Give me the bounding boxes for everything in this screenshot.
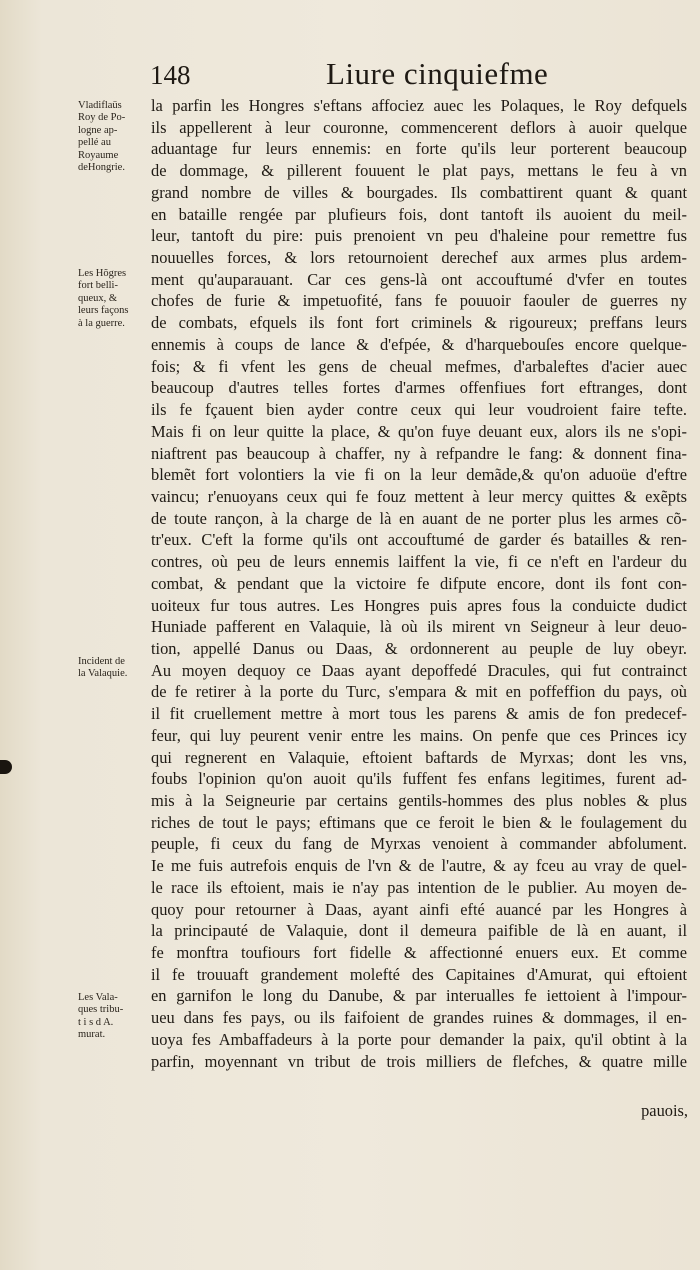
text-line: il fe trouuaft grandement molefté des Capitaines d'Amurat, qui eftoient bbox=[151, 964, 687, 984]
margin-note bbox=[78, 992, 150, 1042]
running-head bbox=[150, 56, 690, 96]
margin-note bbox=[78, 656, 150, 681]
text-line: la parfin les Hongres s'eftans affociez auec les Polaques, le Roy defquels bbox=[151, 96, 687, 115]
text-line: Mais fi on leur quitte la place, & qu'on fuye deuant eux, alors ils ne s'opi- bbox=[151, 421, 687, 441]
text-line: nouuelles forces, & lors retournoient derechef aux armes plus ardem- bbox=[151, 248, 687, 268]
text-line: ueu dans fes pays, ou ils faifoient de grandes ruines & dommages, il en- bbox=[151, 1008, 687, 1028]
text-line: de dommage, & pillerent fouuent le plat pays, mettans le feu à vn bbox=[151, 161, 687, 181]
text-line: blemẽt fort volontiers la vie fi on la leur demãde,& qu'on aduoüe d'eftre bbox=[151, 465, 687, 485]
text-line: en bataille rengée par plufieurs fois, dont tantoft ils auoient du meil- bbox=[151, 204, 687, 224]
margin-note-line: Les Hõgres bbox=[78, 268, 127, 279]
text-line: leur, tantoft du pire: puis prenoient vn peu d'haleine pour remettre fus bbox=[151, 226, 687, 246]
text-line: de toute rançon, à la charge de là en auant de ne porter plus les armes cõ- bbox=[151, 508, 687, 528]
text-line: contres, où peu de leurs ennemis laiffent la vie, fi ce n'eft en l'ardeur du bbox=[151, 552, 687, 572]
margin-note-line: Incident de bbox=[78, 656, 125, 667]
margin-note-line: Vladiflaüs bbox=[78, 100, 122, 111]
margin-note-line: Royaume bbox=[78, 149, 119, 161]
text-line: en garnifon le long du Danube, & par interualles fe iettoient à l'impour- bbox=[151, 986, 687, 1006]
text-line: foubs l'opinion qu'on auoit qu'ils fuffent fes enfans legitimes, furent ad- bbox=[151, 769, 687, 789]
text-line: quoy pour retourner à Daas, ayant ainfi efté auancé par les Hongres à bbox=[151, 899, 687, 919]
margin-note-line: deHongrie. bbox=[78, 162, 125, 174]
text-line: beaucoup d'autres telles fortes d'armes offenfiues fort eftranges, dont bbox=[151, 378, 687, 398]
margin-note-line: t i s d A. bbox=[78, 1016, 114, 1028]
margin-note-line: logne ap- bbox=[78, 124, 118, 136]
book-title: Liure cinquiefme bbox=[326, 56, 549, 91]
text-line: combat, & pendant que la victoire fe difpute encore, dont ils font con- bbox=[151, 573, 687, 593]
text-line: Huniade pafferent en Valaquie, là où ils mirent vn Seigneur à leur deuo- bbox=[151, 617, 687, 637]
text-line: qui regnerent en Valaquie, eftoient baftards de Myrxas; dont les vns, bbox=[151, 747, 687, 767]
margin-note-line: murat. bbox=[78, 1029, 106, 1041]
text-line: mis à la Seigneurie par certains gentils-hommes des plus nobles & plus bbox=[151, 791, 687, 810]
margin-note-line: ques tribu- bbox=[78, 1004, 124, 1016]
text-line: uoiteux fur tous autres. Les Hongres puis apres fous la conduicte dudict bbox=[151, 595, 687, 615]
text-line: riches de tout le pays; eftimans que ce feroit le bien & le foulagement du bbox=[151, 812, 687, 832]
text-line: ils fe fçauent bien ayder contre ceux qui leur voudroient faire tefte. bbox=[151, 400, 687, 420]
text-line: il fit cruellement mettre à mort tous les parens & amis de fon predecef- bbox=[151, 704, 687, 724]
text-line: Ie me fuis autrefois enquis de l'vn & de l'autre, & ay fceu au vray de quel- bbox=[151, 856, 687, 876]
text-line: ils appellerent à leur couronne, commencerent deflors à auoir quelque bbox=[151, 117, 687, 137]
text-line: ment qu'auparauant. Car ces gens-là ont accouftumé d'vfer en toutes bbox=[151, 269, 687, 289]
text-line: fe monftra toufiours fort fidelle & affectionné enuers eux. Et comme bbox=[151, 943, 687, 963]
body-text bbox=[151, 95, 687, 1072]
margin-note-line: leurs façons bbox=[78, 305, 129, 317]
text-line: uoya fes Ambaffadeurs à la porte pour demander la paix, qu'il obtint à la bbox=[151, 1029, 687, 1049]
text-line: aduantage fur leurs ennemis: en forte qu'ils leur porterent beaucoup bbox=[151, 139, 687, 159]
text-line: parfin, moyennant vn tribut de trois milliers de flefches, & quatre mille bbox=[151, 1051, 687, 1071]
text-line: la principauté de Valaquie, dont il demeura paifible de là en auant, il bbox=[151, 921, 687, 941]
text-line: tion, appellé Danus ou Daas, & ordonnerent au peuple de luy obeyr. bbox=[151, 638, 687, 658]
text-line: fois; & fi vfent les gens de cheual mefmes, d'arbaleftes d'acier auec bbox=[151, 356, 687, 376]
margin-note-line: à la guerre. bbox=[78, 317, 125, 329]
margin-note-line: la Valaquie. bbox=[78, 668, 128, 680]
ink-blot bbox=[0, 760, 12, 774]
text-line: ennemis à coups de lance & d'efpée, & d'harquebouſes encore quelque- bbox=[151, 334, 687, 354]
text-line: feur, qui luy peurent venir entre les mains. On penfe que ces Princes icy bbox=[151, 725, 687, 745]
catchword: pauois, bbox=[641, 1101, 688, 1120]
text-line: le race ils eftoient, mais ie n'ay pas intention de le publier. Au moyen de- bbox=[151, 877, 687, 897]
text-line: vaincu; r'enuoyans ceux qui fe fouz mettent à leur mercy quittes & exẽpts bbox=[151, 486, 687, 506]
margin-note-line: pellé au bbox=[78, 137, 111, 149]
text-line: chofes de furie & impetuofité, fans fe pouuoir faouler de guerres ny bbox=[151, 291, 687, 311]
text-line: de combats, efquels ils font fort criminels & rigoureux; preffans leurs bbox=[151, 313, 687, 333]
margin-note bbox=[78, 100, 150, 174]
margin-note-line: fort belli- bbox=[78, 280, 118, 292]
text-line: Au moyen dequoy ce Daas ayant depoffedé Dracules, qui fut contrainct bbox=[151, 660, 687, 680]
margin-note-line: Roy de Po- bbox=[78, 112, 126, 124]
margin-note-line: Les Vala- bbox=[78, 992, 118, 1003]
text-line: peuple, fi ceux du fang de Myrxas venoient à commander abfolument. bbox=[151, 834, 687, 854]
text-line: tr'eux. C'eft la forme qu'ils ont accouftumé de garder és batailles & ren- bbox=[151, 530, 687, 550]
page-number: 148 bbox=[150, 60, 191, 90]
text-line: niaftrent pas beaucoup à chaffer, ny à refpandre le fang: & donnent fina- bbox=[151, 443, 687, 463]
margin-note bbox=[78, 268, 150, 330]
text-line: de fe retirer à la porte du Turc, s'empara & mit en poffeffion du pays, où bbox=[151, 682, 687, 702]
text-line: grand nombre de villes & bourgades. Ils combattirent quant & quant bbox=[151, 182, 687, 202]
margin-note-line: queux, & bbox=[78, 292, 118, 304]
